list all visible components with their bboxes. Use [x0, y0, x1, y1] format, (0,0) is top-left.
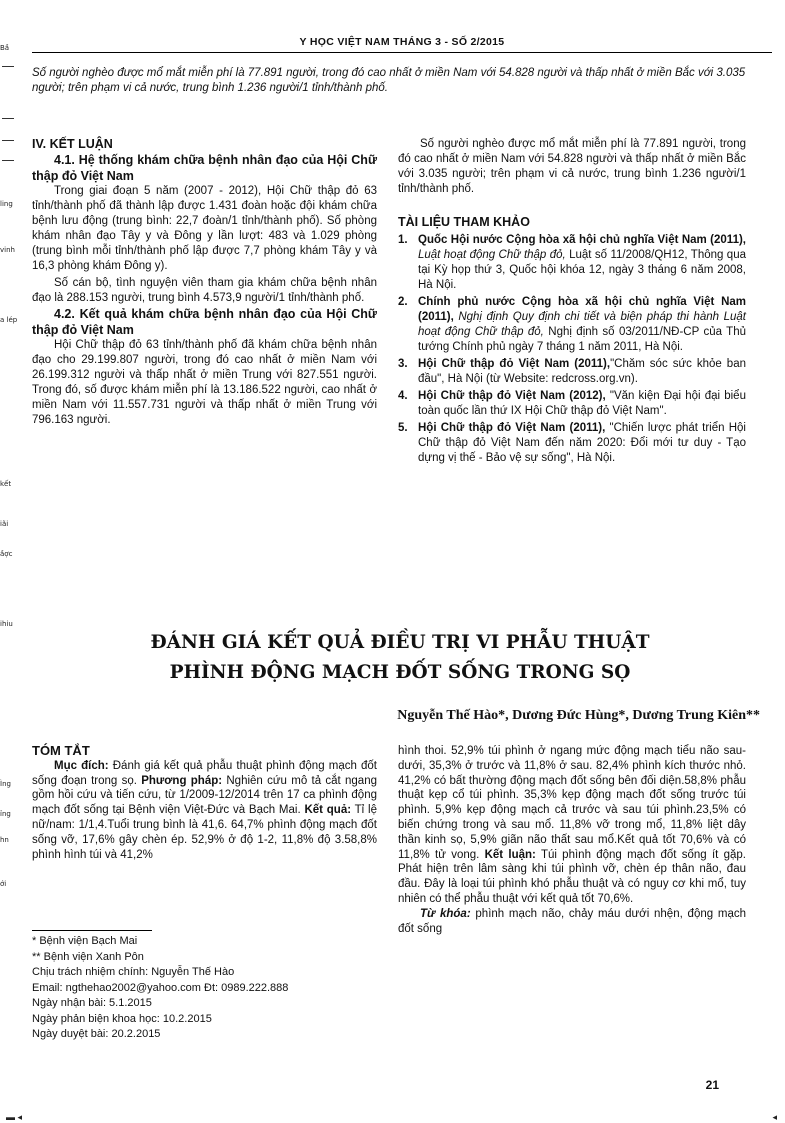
- reference-author: Quốc Hội nước Cộng hòa xã hội chủ nghĩa Việt Nam (2011),: [418, 234, 746, 246]
- article-authors: Nguyễn Thế Hào*, Dương Đức Hùng*, Dương Trung Kiên**: [397, 708, 760, 723]
- footnote-affiliation-2: ** Bệnh viện Xanh Pôn: [32, 950, 144, 963]
- reference-list: [398, 233, 746, 466]
- footnote-contact: Email: ngthehao2002@yahoo.com Đt: 0989.222.888: [32, 981, 289, 994]
- margin-scan-artifact: [2, 66, 14, 67]
- margin-scan-artifact: [2, 160, 14, 161]
- margin-scan-artifact: [2, 140, 14, 141]
- references-heading: TÀI LIỆU THAM KHẢO: [398, 215, 530, 229]
- footnotes: [32, 934, 382, 1043]
- subsection-heading-4-1: 4.1. Hệ thống khám chữa bệnh nhân đạo của Hội Chữ thập đỏ Việt Nam: [32, 153, 377, 183]
- reference-item: [398, 421, 746, 466]
- abstract-method-text: Nghiên cứu mô tả cắt ngang gồm hồi cứu và tiến cứu, từ 1/2009-12/2014 trên 17 ca phình động mạch đốt sống tại Bệnh viện Việt-Đức và Bạch Mai.: [32, 774, 377, 817]
- reference-item: [398, 233, 746, 293]
- margin-scan-artifact: kết: [0, 480, 12, 488]
- reference-author: Hội Chữ thập đỏ Việt Nam (2011),: [418, 358, 611, 370]
- margin-scan-artifact: ầợc: [0, 550, 13, 558]
- footnote-received-date: Ngày nhận bài: 5.1.2015: [32, 997, 152, 1009]
- keywords-text: phình mạch não, chảy máu dưới nhện, động mạch đốt sống: [398, 907, 746, 935]
- journal-header: Y HỌC VIỆT NAM THÁNG 3 - SỐ 2/2015: [299, 36, 505, 48]
- reference-number: 1.: [398, 234, 408, 246]
- page-number: 21: [705, 1078, 719, 1092]
- footnote-rule: [32, 930, 152, 931]
- abstract-label-result: Kết quả:: [304, 804, 352, 817]
- reference-details: Nghị định số 03/2011/NĐ-CP của Thủ tướng Chính phủ ngày 7 tháng 1 năm 2011, Hà Nội.: [418, 326, 746, 353]
- abstract-right-column: [398, 744, 746, 936]
- margin-scan-artifact: ihiu: [0, 620, 13, 628]
- margin-scan-artifact: Ìng: [0, 780, 11, 788]
- margin-scan-artifact: vinh: [0, 246, 15, 254]
- margin-scan-artifact: ỉng: [0, 810, 11, 818]
- paragraph: Số người nghèo được mổ mắt miễn phí là 77.891 người, trong đó cao nhất ở miền Nam với 54.828 người và thấp nhất ở miền Bắc với 3.035 người; trên phạm vi cả nước, trung bình 1.236 người/1 tỉnh/thành phố.: [398, 138, 746, 195]
- left-column: [32, 137, 377, 428]
- abstract-paragraph: [398, 744, 746, 907]
- right-column: [398, 137, 746, 468]
- article-title-line-2: PHÌNH ĐỘNG MẠCH ĐỐT SỐNG TRONG SỌ: [169, 662, 631, 683]
- margin-scan-artifact: a lép: [0, 316, 18, 324]
- footnote-accepted-date: Ngày duyệt bài: 20.2.2015: [32, 1028, 161, 1040]
- reference-number: 5.: [398, 422, 408, 434]
- paragraph: Hội Chữ thập đỏ 63 tỉnh/thành phố đã khám chữa bệnh nhân đạo cho 29.199.807 người, trong đó cao nhất ở miền Nam với 26.199.312 người và thấp nhất ở miền Trung với 827.551 người. Trong đó, số được khám miễn phí là 13.186.522 người, cao nhất ở miền Nam với 11.557.731 người và thấp nhất ở miền Trung với 796.163 người.: [32, 339, 377, 426]
- footnote-affiliation-1: * Bệnh viện Bạch Mai: [32, 935, 138, 947]
- reference-details: "Chiến lược phát triển Hội Chữ thập đỏ Việt Nam đến năm 2020: Đổi mới tư duy - Tạo dựng vị thế - Bảo vệ sự sống", Hà Nội.: [418, 422, 746, 464]
- reference-author: Hội Chữ thập đỏ Việt Nam (2012),: [418, 390, 606, 402]
- abstract-result-text: hình thoi. 52,9% túi phình ở ngang mức động mạch tiểu não sau-dưới, 35,3% ở trước và 11,8% ở sau. 82,4% phình kích thước nhỏ. 41,2% có bất thường động mạch đốt sống bên đối diện.58,8% phẫu thuật kẹp cổ túi phình. 35,3% kẹp động mạch đốt sống trước túi phình. 5,9% kẹp động mạch cả trước và sau túi phình.23,5% có biến chứng trong và sau mổ. 11,8% vỡ trong mổ, 11,8% liệt dây thần kinh sọ, 5,9% giãn não thất sau mổ.Kết quả tốt 70,6% và có 11,8% tử vong.: [398, 745, 746, 861]
- margin-scan-artifact: [2, 118, 14, 119]
- article-title-line-1: ĐÁNH GIÁ KẾT QUẢ ĐIỀU TRỊ VI PHẪU THUẬT: [150, 632, 650, 653]
- scan-artifact: ◂: [772, 1112, 777, 1122]
- reference-details: "Văn kiện Đại hội đại biểu toàn quốc lần thứ IX Hội Chữ thập đỏ Việt Nam".: [418, 390, 746, 417]
- abstract-result-text: Tỉ lệ nữ/nam: 1/1,4.Tuổi trung bình là 41,6. 64,7% phình động mạch đốt sống vỡ, 17,6% gây chèn ép. 52,9% ở độ 1-2, 11,8% độ 3.58,8% phình hình túi và 41,2%: [32, 804, 377, 861]
- section-heading-conclusion: IV. KẾT LUẬN: [32, 137, 113, 151]
- paragraph: Số cán bộ, tình nguyện viên tham gia khám chữa bệnh nhân đạo là 288.153 người, trung bình 4.573,9 người/1 tỉnh/thành phố.: [32, 277, 377, 304]
- abstract-label-method: Phương pháp:: [141, 774, 223, 787]
- margin-scan-artifact: hn: [0, 836, 9, 844]
- reference-item: [398, 357, 746, 387]
- keywords-paragraph: [398, 907, 746, 937]
- subsection-heading-4-2: 4.2. Kết quả khám chữa bệnh nhân đạo của Hội Chữ thập đỏ Việt Nam: [32, 307, 377, 337]
- reference-author: Hội Chữ thập đỏ Việt Nam (2011),: [418, 422, 606, 434]
- reference-author: Chính phủ nước Cộng hòa xã hội chủ nghĩa Việt Nam (2011),: [418, 296, 746, 323]
- margin-scan-artifact: ới: [0, 880, 7, 888]
- paragraph: Trong giai đoạn 5 năm (2007 - 2012), Hội Chữ thập đỏ 63 tỉnh/thành phố đã thành lập được 1.431 đoàn hoặc đội khám chữa bệnh lưu động (trung bình: 22,7 đoàn/1 tỉnh/thành phố). Số phòng khám nhân đạo Tây y và Đông y lần lượt: 483 và 1.029 phòng (trung bình mỗi tỉnh/thành phố lập được 7,7 phòng khám Tây y và 16,3 phòng khám Đông y).: [32, 185, 377, 272]
- keywords-label: Từ khóa:: [420, 907, 471, 920]
- reference-item: [398, 295, 746, 355]
- intro-paragraph: Số người nghèo được mổ mắt miễn phí là 77.891 người, trong đó cao nhất ở miền Nam với 54.828 người và thấp nhất ở miền Bắc với 3.035 người; trên phạm vi cả nước, trung bình 1.236 người/1 tỉnh/thành phố.: [32, 67, 746, 94]
- reference-title: Luật hoạt động Chữ thập đỏ,: [418, 249, 566, 261]
- margin-scan-artifact: Bầ: [0, 44, 10, 52]
- footnote-review-date: Ngày phản biện khoa học: 10.2.2015: [32, 1012, 212, 1025]
- margin-scan-artifact: iãi: [0, 520, 9, 528]
- abstract-left-column: [32, 744, 377, 862]
- abstract-paragraph: [32, 759, 377, 863]
- abstract-label-conclusion: Kết luận:: [484, 848, 536, 861]
- reference-number: 2.: [398, 296, 408, 308]
- reference-title: Nghị định Quy định chi tiết và biện pháp thi hành Luật hoạt động Chữ thập đỏ,: [418, 311, 746, 338]
- margin-scan-artifact: ling: [0, 200, 13, 208]
- reference-item: [398, 389, 746, 419]
- abstract-purpose-text: Đánh giá kết quả phẫu thuật phình động mạch đốt sống đoạn trong sọ.: [32, 759, 377, 787]
- reference-details: "Chăm sóc sức khỏe ban đầu", Hà Nội (từ Website: redcross.org.vn).: [418, 358, 746, 385]
- abstract-heading: TÓM TẮT: [32, 743, 90, 758]
- reference-number: 4.: [398, 390, 408, 402]
- header-rule: [32, 52, 772, 53]
- abstract-conclusion-text: Túi phình động mạch đốt sống ít gặp. Phát hiện trên lâm sàng khi túi phình vỡ, chèn ép thân não, đau đầu. Đây là loại túi phình khó phẫu thuật và có nguy cơ khi mổ, tuy nhiên có thể phẫu thuật với kết quả tốt 70,6%.: [398, 848, 746, 905]
- reference-details: Luật số 11/2008/QH12, Thông qua tại Kỳ họp thứ 3, Quốc hội khóa 12, ngày 3 tháng 6 năm 2008, Hà Nội.: [418, 249, 746, 291]
- scan-artifact: ▬ ◂: [6, 1112, 23, 1122]
- abstract-label-purpose: Mục đích:: [54, 759, 109, 772]
- reference-number: 3.: [398, 358, 408, 370]
- footnote-corresponding-author: Chịu trách nhiệm chính: Nguyễn Thế Hào: [32, 966, 235, 978]
